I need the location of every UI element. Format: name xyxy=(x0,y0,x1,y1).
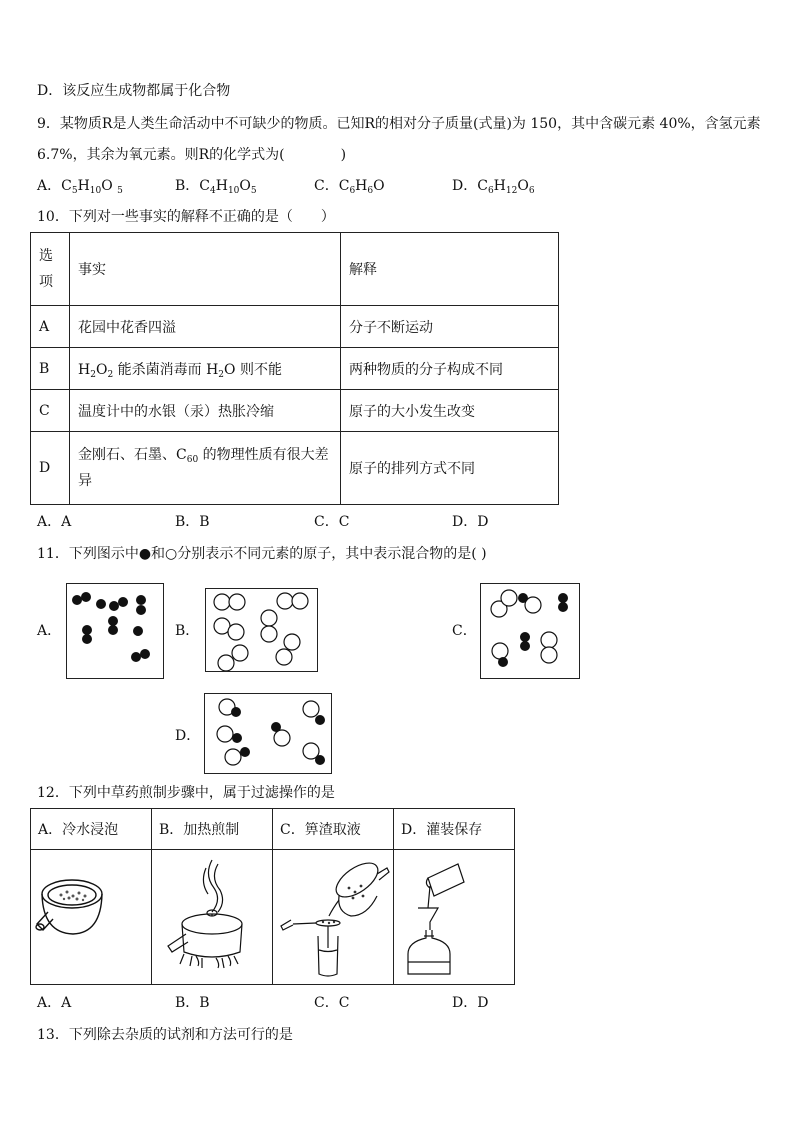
q11-diagram-b xyxy=(205,588,318,672)
q12-answer-c: C．C xyxy=(314,995,350,1011)
filtering-icon xyxy=(273,850,393,984)
row-fact: 花园中花香四溢 xyxy=(70,306,341,348)
header-option: 选 项 xyxy=(31,233,70,306)
q10-answer-b: B．B xyxy=(175,514,210,530)
q9-stem-line2: 6.7%，其余为氧元素。则R的化学式为( ) xyxy=(37,147,347,163)
row-reason: 原子的排列方式不同 xyxy=(341,432,559,505)
q11-diagram-d xyxy=(204,693,332,774)
step-filter-label: C．箅渣取液 xyxy=(273,809,394,850)
q11-diagram-c xyxy=(480,583,580,679)
q10-stem: 10．下列对一些事实的解释不正确的是（ ） xyxy=(37,209,335,225)
bottle-picture xyxy=(394,850,515,985)
q12-header-row xyxy=(31,809,515,850)
q9-option-d: D．$C_6H_{12}O_6$ xyxy=(452,178,535,196)
row-reason: 分子不断运动 xyxy=(341,306,559,348)
row-reason: 原子的大小发生改变 xyxy=(341,390,559,432)
table-row xyxy=(31,432,559,505)
q12-table xyxy=(30,808,515,985)
row-option: C xyxy=(31,390,70,432)
q12-picture-row xyxy=(31,850,515,985)
step-soak-label: A．冷水浸泡 xyxy=(31,809,152,850)
table-row xyxy=(31,306,559,348)
pot-boiling-icon xyxy=(152,850,272,984)
pot-soaking-icon xyxy=(31,850,151,984)
q11-label-c: C． xyxy=(452,623,477,639)
q9-stem-line1: 9．某物质R是人类生命活动中不可缺少的物质。已知R的相对分子质量(式量)为 150，其中含碳元素 40%，含氢元素 xyxy=(37,116,761,132)
bottling-icon xyxy=(394,850,514,984)
table-row xyxy=(31,348,559,390)
row-option: D xyxy=(31,432,70,505)
q12-answer-b: B．B xyxy=(175,995,210,1011)
row-fact: 温度计中的水银（汞）热胀冷缩 xyxy=(70,390,341,432)
q9-option-b: B．$C_4H_{10}O_5$ xyxy=(175,178,257,196)
q12-stem: 12．下列中草药煎制步骤中，属于过滤操作的是 xyxy=(37,785,335,801)
q12-answer-a: A．A xyxy=(37,995,72,1011)
q11-stem: 11．下列图示中●和○分别表示不同元素的原子，其中表示混合物的是( ) xyxy=(37,546,487,562)
diagram-b-particles xyxy=(206,589,317,671)
q9-option-a: A．$C_5H_{10}O$ $_5$ xyxy=(37,178,123,196)
q13-stem: 13．下列除去杂质的试剂和方法可行的是 xyxy=(37,1027,293,1043)
q11-label-b: B． xyxy=(175,623,200,639)
diagram-a-particles xyxy=(67,584,163,678)
q11-label-a: A． xyxy=(37,623,62,639)
q10-table xyxy=(30,232,559,505)
step-boil-label: B．加热煎制 xyxy=(152,809,273,850)
boil-picture xyxy=(152,850,273,985)
filter-picture xyxy=(273,850,394,985)
row-option: A xyxy=(31,306,70,348)
row-fact: 金刚石、石墨、$C_{60}$ 的物理性质有很大差 异 xyxy=(70,432,341,505)
step-bottle-label: D．灌装保存 xyxy=(394,809,515,850)
header-fact: 事实 xyxy=(70,233,341,306)
diagram-c-particles xyxy=(481,584,579,678)
q10-answer-c: C．C xyxy=(314,514,350,530)
q10-answer-a: A．A xyxy=(37,514,72,530)
q12-answer-d: D．D xyxy=(452,995,489,1011)
soak-picture xyxy=(31,850,152,985)
q11-diagram-a xyxy=(66,583,164,679)
table-header-row xyxy=(31,233,559,306)
table-row xyxy=(31,390,559,432)
header-reason: 解释 xyxy=(341,233,559,306)
q8-option-d: D．该反应生成物都属于化合物 xyxy=(37,83,231,99)
diagram-d-particles xyxy=(205,694,331,773)
row-fact: $H_2O_2$ 能杀菌消毒而 $H_2O$ 则不能 xyxy=(70,348,341,390)
q11-label-d: D． xyxy=(175,728,201,744)
q10-answer-d: D．D xyxy=(452,514,489,530)
row-option: B xyxy=(31,348,70,390)
row-reason: 两种物质的分子构成不同 xyxy=(341,348,559,390)
q9-option-c: C．$C_6H_6O$ xyxy=(314,178,385,196)
